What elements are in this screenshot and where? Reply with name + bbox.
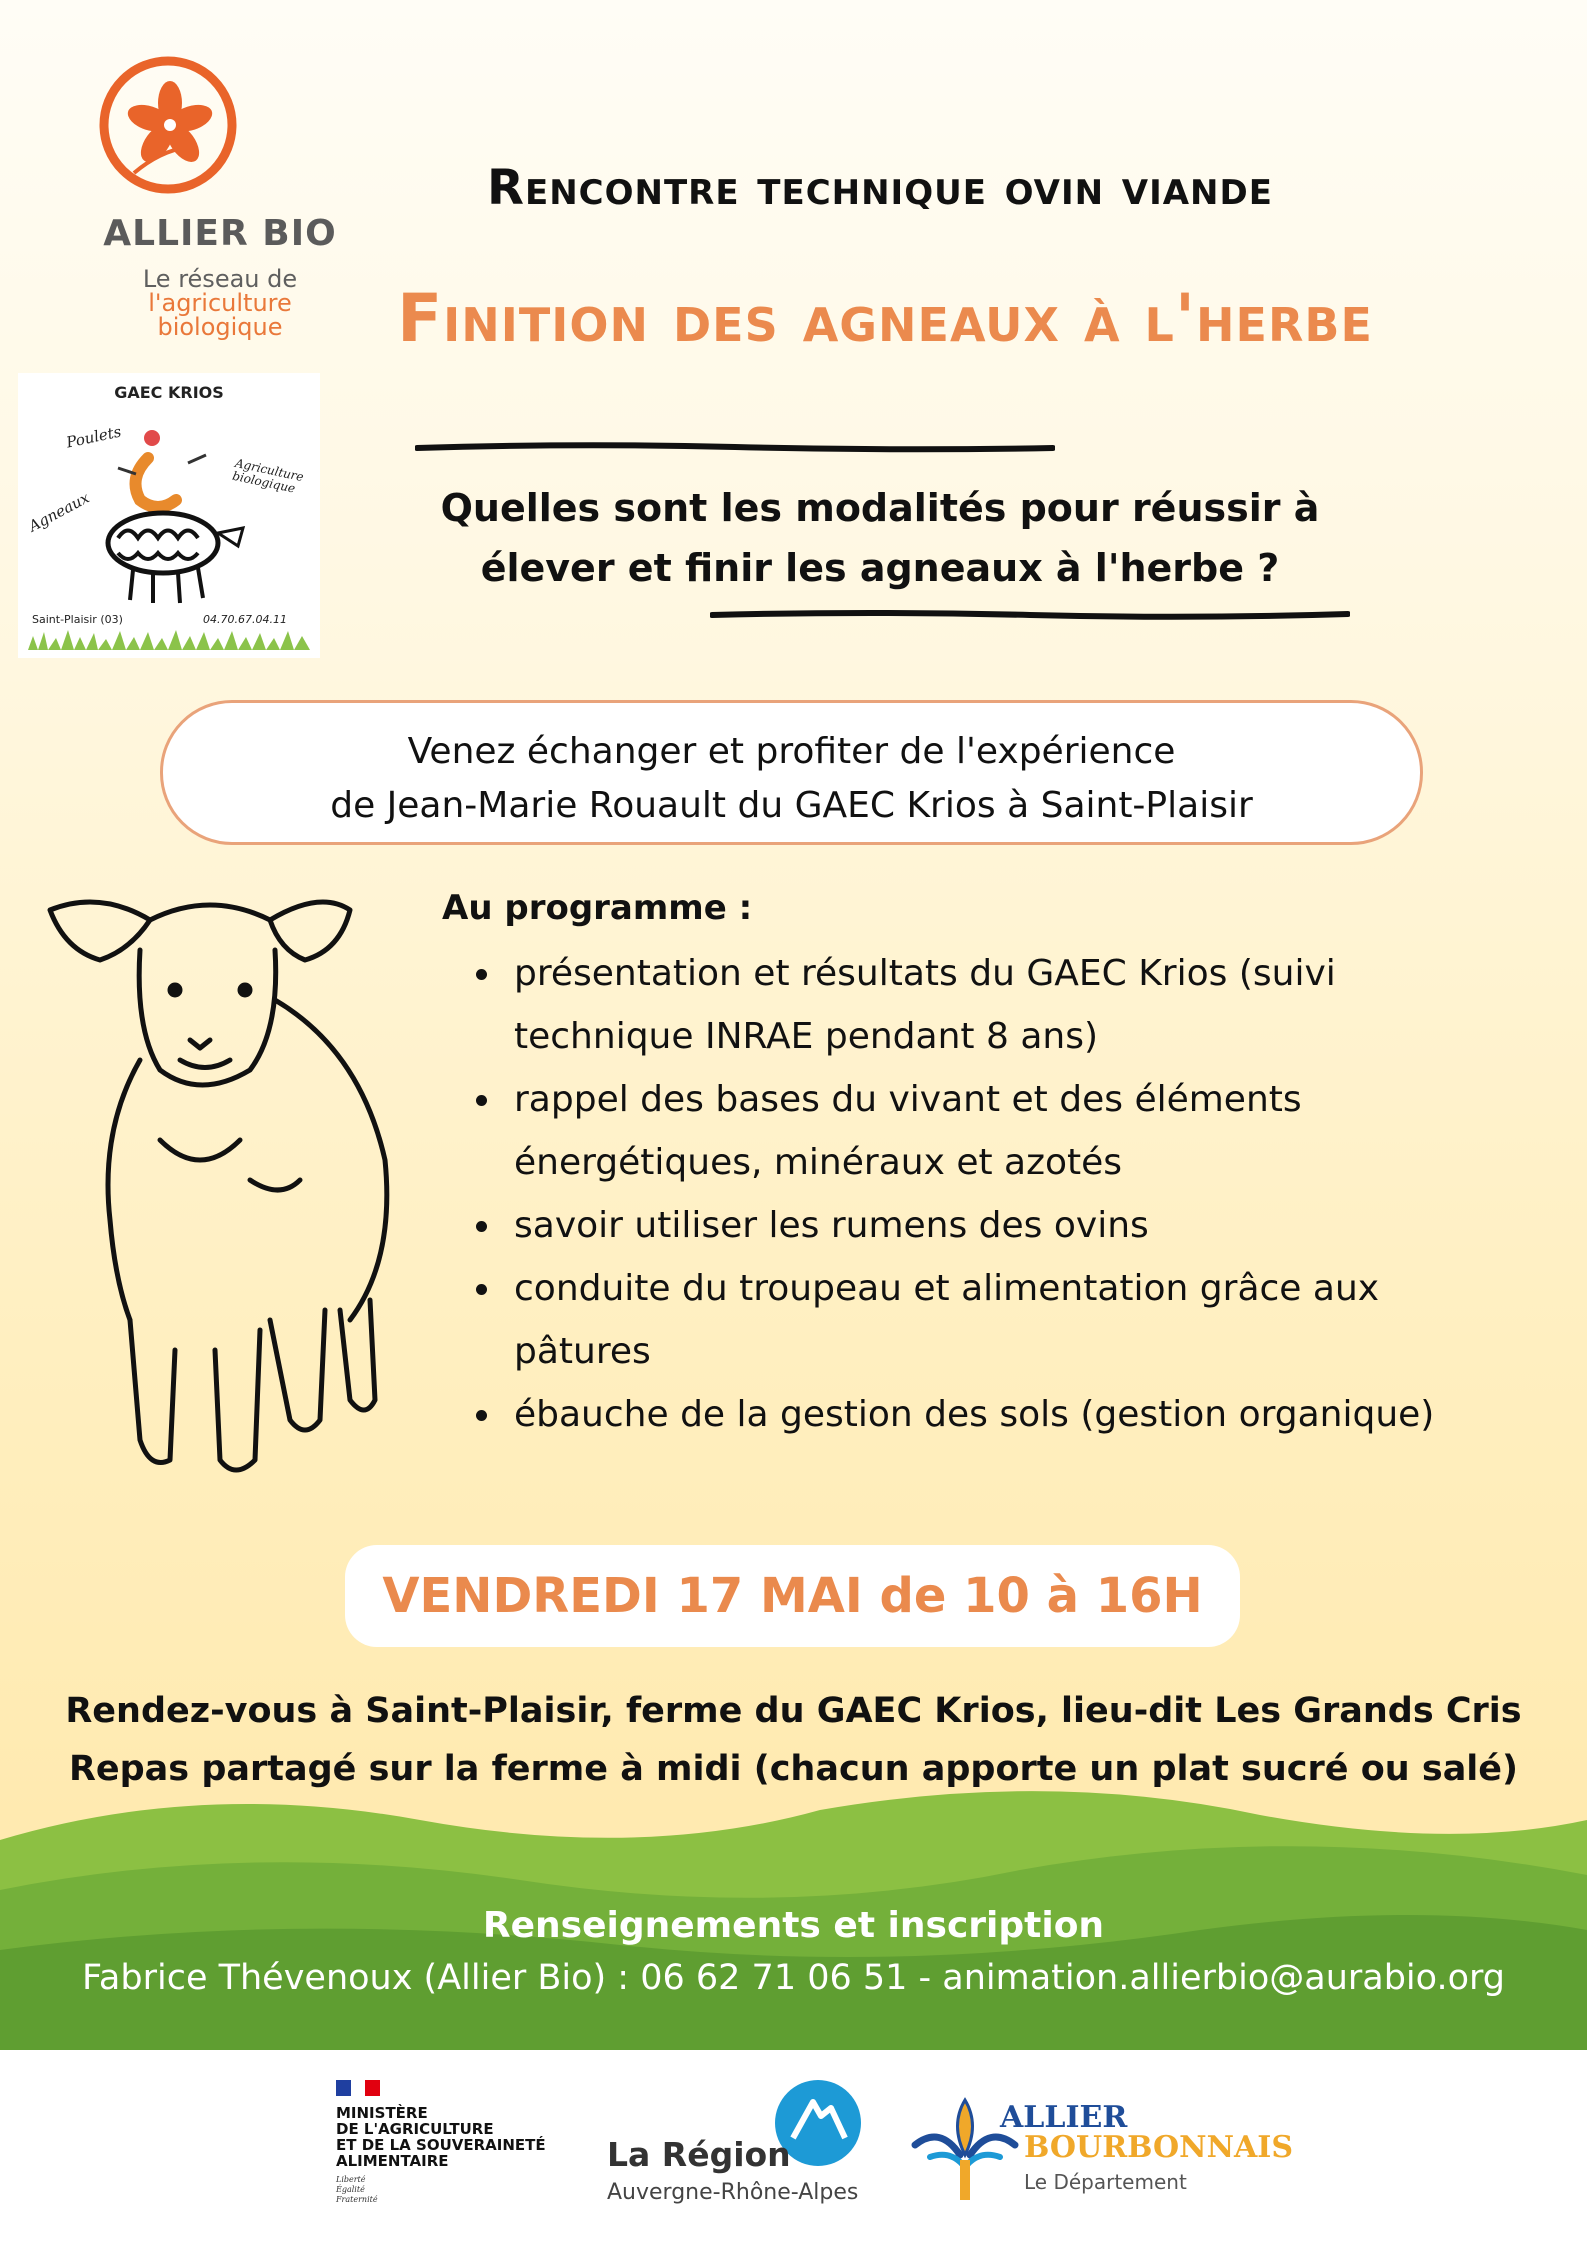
programme-title: Au programme : bbox=[442, 888, 753, 928]
invite-box bbox=[160, 700, 1423, 845]
question-line-1: Quelles sont les modalités pour réussir à bbox=[440, 486, 1320, 530]
brush-line-bottom-icon bbox=[710, 607, 1350, 623]
allier-bio-tagline bbox=[90, 267, 350, 339]
gaec-krios-logo bbox=[18, 373, 320, 658]
devise-line: Liberté bbox=[336, 2175, 366, 2184]
tagline-line-2: l'agriculture bbox=[148, 289, 292, 317]
brush-line-top-icon bbox=[415, 440, 1055, 456]
lamb-illustration-icon bbox=[40, 880, 420, 1500]
devise-line: Fraternité bbox=[336, 2195, 378, 2204]
flower-logo-icon bbox=[90, 55, 350, 215]
gaec-word-poulets: Poulets bbox=[64, 422, 123, 452]
invite-line-2: de Jean-Marie Rouault du GAEC Krios à Saint-Plaisir bbox=[330, 785, 1253, 826]
programme-item: • conduite du troupeau et alimentation grâce aux pâtures bbox=[504, 1257, 1504, 1383]
contact-title: Renseignements et inscription bbox=[482, 1905, 1105, 1946]
question-block bbox=[380, 478, 1380, 598]
devise-line: Égalité bbox=[336, 2185, 365, 2194]
gaec-word-agneaux: Agneaux bbox=[25, 488, 93, 536]
event-date: VENDREDI 17 MAI de 10 à 16H bbox=[382, 1568, 1203, 1624]
programme-item: • savoir utiliser les rumens des ovins bbox=[504, 1194, 1504, 1257]
allier-bio-logo bbox=[90, 55, 350, 345]
contact-details: Fabrice Thévenoux (Allier Bio) : 06 62 71 06 51 - animation.allierbio@aurabio.org bbox=[82, 1958, 1505, 1998]
grass-strip-icon bbox=[28, 628, 310, 650]
gaec-word-agriculture: Agriculture biologique bbox=[231, 455, 305, 496]
allier-bio-name: ALLIER BIO bbox=[103, 213, 337, 254]
rdv-line-2: Repas partagé sur la ferme à midi (chacun apporte un plat sucré ou salé) bbox=[68, 1749, 1519, 1789]
programme-item: • ébauche de la gestion des sols (gestion organique) bbox=[504, 1383, 1504, 1446]
rdv-line-1: Rendez-vous à Saint-Plaisir, ferme du GAEC Krios, lieu-dit Les Grands Cris bbox=[65, 1691, 1522, 1731]
departement-sub: Le Département bbox=[1024, 2170, 1187, 2194]
date-box bbox=[345, 1545, 1240, 1647]
departement-name-1: ALLIER bbox=[1000, 2100, 1128, 2135]
ministere-logo-text bbox=[336, 2105, 546, 2169]
topic-title: Finition des agneaux à l'herbe bbox=[397, 280, 1373, 357]
partner-logos-footer bbox=[0, 2050, 1587, 2245]
tagline-line-1: Le réseau de bbox=[142, 265, 298, 293]
ministere-line: ET DE LA SOUVERAINETÉ bbox=[336, 2136, 546, 2154]
invite-line-1: Venez échanger et profiter de l'expérience bbox=[407, 731, 1176, 772]
tagline-line-3: biologique bbox=[157, 313, 283, 341]
gaec-place: Saint-Plaisir (03) bbox=[32, 613, 123, 626]
ministere-line: DE L'AGRICULTURE bbox=[336, 2120, 494, 2138]
programme-item: • rappel des bases du vivant et des éléments énergétiques, minéraux et azotés bbox=[504, 1068, 1504, 1194]
programme-item: • présentation et résultats du GAEC Krios (suivi technique INRAE pendant 8 ans) bbox=[504, 942, 1504, 1068]
sheep-chicken-drawing-icon bbox=[78, 418, 258, 608]
programme-list bbox=[470, 942, 1504, 1446]
french-flag-icon bbox=[336, 2080, 380, 2096]
ministere-line: ALIMENTAIRE bbox=[336, 2152, 449, 2170]
ministere-devise bbox=[336, 2175, 378, 2205]
event-title: Rencontre technique ovin viande bbox=[487, 160, 1273, 216]
question-line-2: élever et finir les agneaux à l'herbe ? bbox=[480, 546, 1280, 590]
region-name: La Région bbox=[607, 2135, 791, 2174]
departement-name-2: BOURBONNAIS bbox=[1024, 2130, 1294, 2165]
ministere-line: MINISTÈRE bbox=[336, 2104, 428, 2122]
region-sub: Auvergne-Rhône-Alpes bbox=[607, 2180, 859, 2205]
gaec-phone: 04.70.67.04.11 bbox=[203, 613, 287, 626]
gaec-logo-title: GAEC KRIOS bbox=[114, 383, 224, 402]
